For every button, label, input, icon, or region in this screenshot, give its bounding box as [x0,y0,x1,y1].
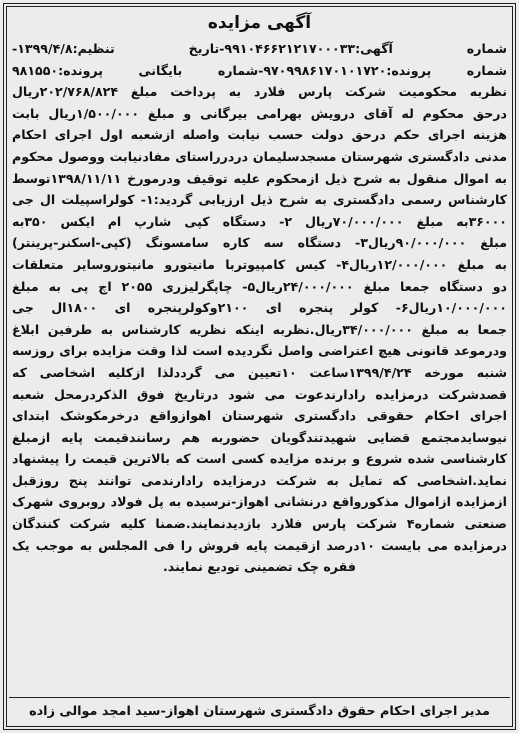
body-line: درحق محکوم له آقای درویش بهرامی بیرگانی و مبلغ ۱/۵۰۰/۰۰۰ریال بابت [12,105,507,121]
notice-number-line: شماره آگهی:۹۹۱۰۴۶۶۲۱۲۱۷۰۰۰۳۳-تاریخ تنظیم:۱۳۹۹/۴/۸- [12,41,507,56]
body-line: اجرای احکام حقوقی دادگستری شهرستان اهوازواقع درخرمکوشک ابتدای [12,408,507,424]
body-line: ازمزایده ازاموال مذکورواقع درنشانی اهواز-نرسیده به پل فولاد روبروی شهرک [12,494,507,510]
signature-divider [9,697,510,698]
notice-title: آگهی مزایده [207,13,312,33]
body-line: به مبلغ ۱۲/۰۰۰/۰۰۰ریال۴- کیس کامپیوتربا مانیتورو مانیتوروسایر متعلقات [12,256,507,272]
body-line: مبلغ ۹۰/۰۰۰/۰۰۰ریال۳- دستگاه سه کاره سامسونگ (کپی-اسکنر-پرینتر) [12,235,507,251]
signature-line: مدیر اجرای احکام حقوق دادگستری شهرستان اهواز-سید امجد موالی زاده [29,704,490,719]
body-line: کارشناس رسمی دادگستری به شرح ذیل ارزیابی گردید:۱- کولراسپیلت ال جی [12,192,507,208]
notice-content [12,10,507,725]
body-line: کارشناسی شده شروع و برنده مزایده کسی است که بالاترین قیمت را پیشنهاد [12,451,507,467]
body-line: نماید.اشخاصی که تمایل به شرکت درمزایده رادارندمی توانند پنج روزقبل [12,472,507,488]
body-line-final: فقره چک تضمینی تودیع نمایند. [163,559,356,575]
body-line: ۳۶۰۰۰به مبلغ ۷۰/۰۰۰/۰۰۰ریال ۲- دستگاه کپی شارپ ام ایکس ۳۵۰به [12,213,507,229]
notice-body [12,81,507,578]
body-line: نیوسایدمجتمع قضایی شهیدتندگویان حضوربه هم رسانندقیمت پایه ازمبلغ [12,429,507,445]
body-line: هزینه اجرای حکم درحق دولت حسب نیابت واصله ازشعبه اول اجرای احکام [12,127,507,143]
body-line: شنبه مورخه ۱۳۹۹/۴/۲۴ساعت ۱۰تعیین می گرددلذا ازکلیه اشخاصی که [12,364,507,380]
case-number-line: شماره پرونده:۹۷۰۹۹۸۶۱۷۰۱۰۱۷۲۰-شماره بایگانی پرونده:۹۸۱۵۵۰ [12,62,507,78]
notice-meta [12,38,507,81]
body-line: ودرموعد قانونی هیچ اعتراضی واصل نگردیده است لذا وقت مزایده برای روزسه [12,343,507,359]
body-line: جمعا به مبلغ ۳۴/۰۰۰/۰۰۰ریال.نظربه اینکه نظریه کارشناس به طرفین ابلاغ [12,321,507,337]
body-line: نظربه محکومیت شرکت پارس فلارد به پرداخت مبلغ ۲۰۲/۷۶۸/۸۲۴ریال [12,84,507,100]
body-line: مدنی دادگستری شهرستان مسجدسلیمان دردرراستای مفادنیابت ووصول محکوم [12,148,507,164]
body-line: به اموال منقول به شرح ذیل ازمحکوم علیه توقیف ودرمورخ ۱۳۹۸/۱۱/۱۱توسط [12,170,507,186]
body-line: درمزایده می بایست ۱۰درصد ازقیمت پایه فروش را فی المجلس به موجب یک [12,537,507,553]
body-line: دو دستگاه جمعا مبلغ ۲۴/۰۰۰/۰۰۰ریال۵- چاپگرلیزری ۲۰۵۵ اچ پی به مبلغ [12,278,507,294]
body-line: صنعتی شماره۴ شرکت پارس فلارد بازدیدنمایند.ضمنا کلیه شرکت کنندگان [12,516,507,532]
body-line: قصدشرکت درمزایده رادارندعوت می شود درتاریخ فوق الذکردرمحل شعبه [12,386,507,402]
body-line: ۱۰/۰۰۰/۰۰۰ریال۶- کولر پنجره ای ۲۱۰۰وکولرپنجره ای ۱۸۰۰ال جی [12,300,507,316]
